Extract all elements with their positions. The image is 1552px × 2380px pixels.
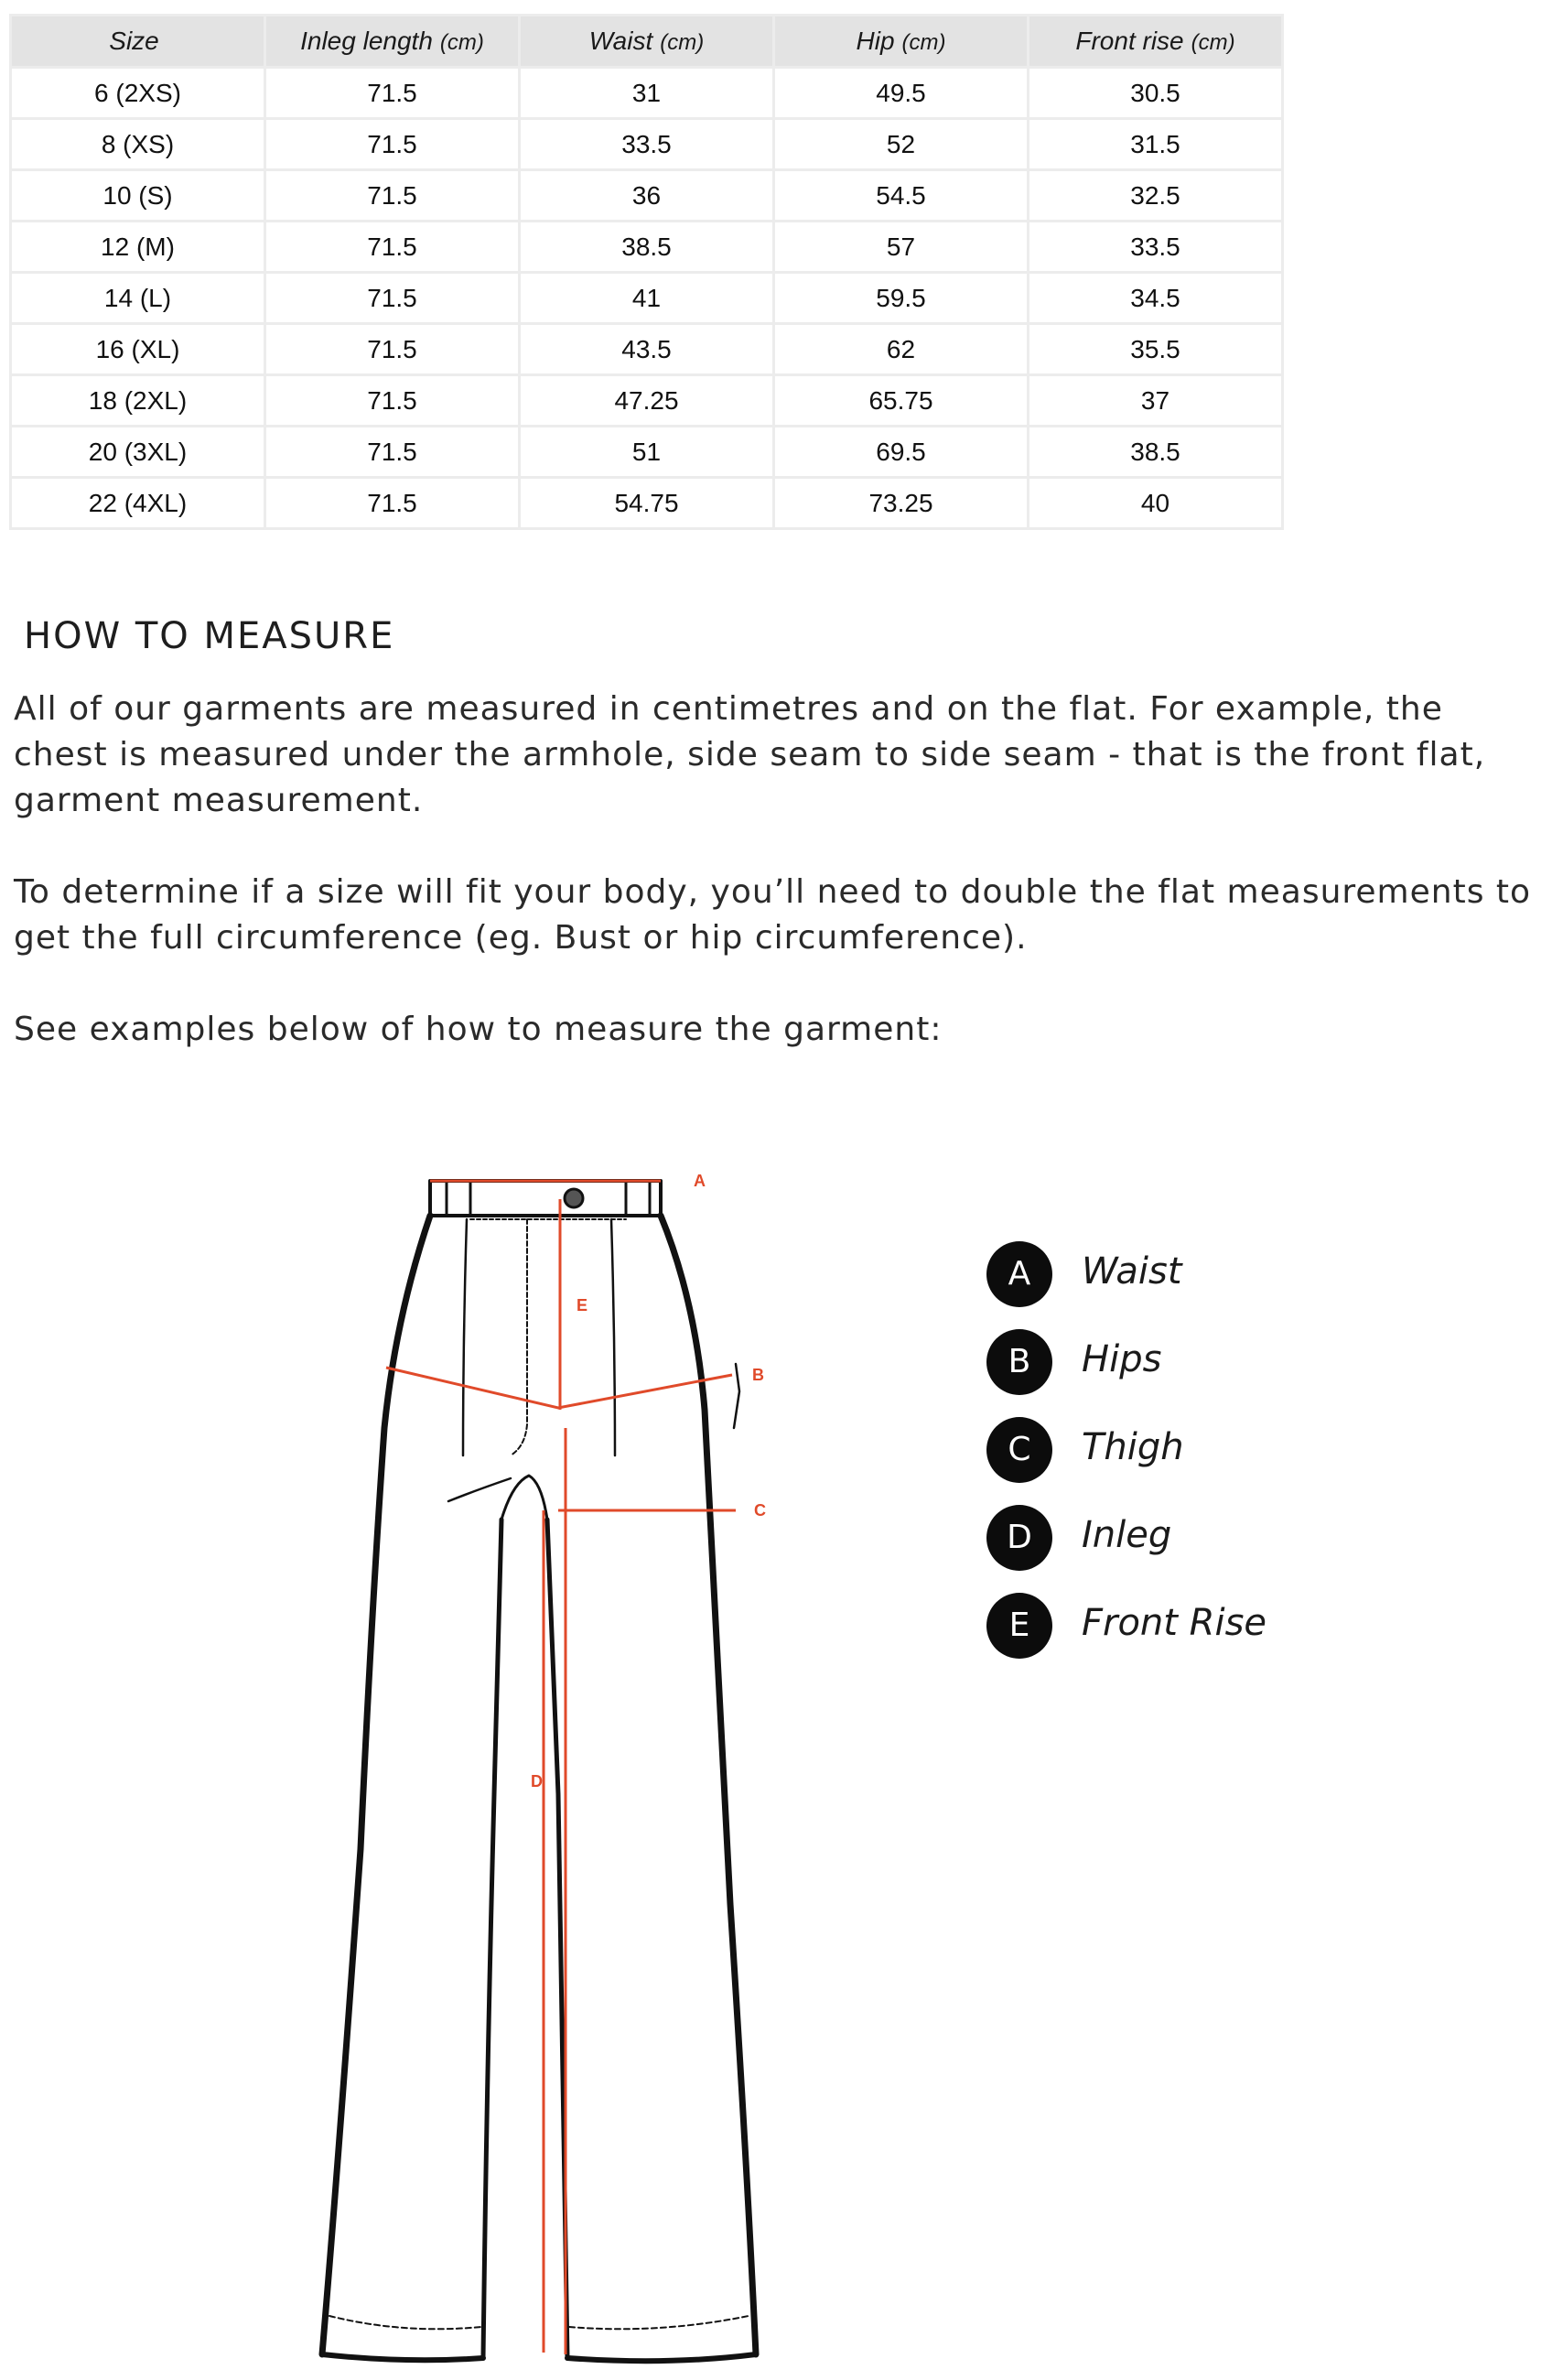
size-chart-table [9,14,1284,530]
table-cell: 69.5 [774,427,1029,478]
table-cell: 62 [774,324,1029,375]
legend-letter-badge: C [986,1417,1052,1483]
marker-label-b: B [752,1366,764,1384]
table-cell: 18 (2XL) [11,375,265,427]
table-cell: 47.25 [520,375,774,427]
marker-label-e: E [577,1296,588,1314]
how-to-measure-paragraph: All of our garments are measured in centimetres and on the flat. For example, the chest is measured under the armhole, side seam to side seam - that is the front flat, garment measurement. [14,690,1486,819]
column-header-front-rise: Front rise (cm) [1029,16,1283,68]
table-cell: 49.5 [774,68,1029,119]
table-cell: 73.25 [774,478,1029,529]
how-to-measure-paragraph: To determine if a size will fit your body, you’ll need to double the flat measurements to get the full circumference (eg. Bust or hip circumference). [14,873,1532,957]
table-cell: 71.5 [265,170,520,222]
how-to-measure-paragraph: See examples below of how to measure the garment: [14,1011,943,1048]
legend-label: Thigh [1082,1426,1184,1468]
table-cell: 6 (2XS) [11,68,265,119]
table-row [11,68,1283,119]
table-cell: 14 (L) [11,273,265,324]
marker-label-a: A [694,1172,706,1190]
legend-item-inleg [986,1505,1371,1571]
table-cell: 8 (XS) [11,119,265,170]
table-cell: 71.5 [265,119,520,170]
table-cell: 10 (S) [11,170,265,222]
table-cell: 32.5 [1029,170,1283,222]
button-icon [565,1189,583,1207]
table-cell: 43.5 [520,324,774,375]
table-cell: 71.5 [265,324,520,375]
table-row [11,375,1283,427]
table-cell: 52 [774,119,1029,170]
table-cell: 41 [520,273,774,324]
column-header-inleg: Inleg length (cm) [265,16,520,68]
table-cell: 12 (M) [11,222,265,273]
legend-item-front-rise [986,1593,1371,1659]
how-to-measure-title: HOW TO MEASURE [24,615,395,657]
table-cell: 40 [1029,478,1283,529]
legend-item-hips [986,1329,1371,1395]
marker-label-d: D [531,1772,543,1790]
table-cell: 30.5 [1029,68,1283,119]
table-cell: 65.75 [774,375,1029,427]
trousers-measurement-diagram [302,1153,814,2380]
table-row [11,170,1283,222]
size-chart-header-row [11,16,1283,68]
legend-letter-badge: D [986,1505,1052,1571]
table-cell: 33.5 [1029,222,1283,273]
legend-letter-badge: B [986,1329,1052,1395]
column-header-hip: Hip (cm) [774,16,1029,68]
table-row [11,119,1283,170]
legend-label: Hips [1082,1338,1162,1380]
legend-letter-badge: A [986,1241,1052,1307]
table-cell: 37 [1029,375,1283,427]
table-cell: 71.5 [265,375,520,427]
table-cell: 38.5 [520,222,774,273]
table-cell: 59.5 [774,273,1029,324]
table-row [11,222,1283,273]
table-cell: 36 [520,170,774,222]
legend-label: Inleg [1082,1514,1172,1556]
table-cell: 51 [520,427,774,478]
legend-letter-badge: E [986,1593,1052,1659]
table-cell: 35.5 [1029,324,1283,375]
legend-label: Waist [1082,1250,1182,1293]
table-cell: 20 (3XL) [11,427,265,478]
column-header-size: Size [11,16,265,68]
measurement-lines [386,1181,736,2354]
table-cell: 71.5 [265,68,520,119]
table-cell: 71.5 [265,222,520,273]
table-cell: 54.5 [774,170,1029,222]
table-cell: 38.5 [1029,427,1283,478]
table-cell: 22 (4XL) [11,478,265,529]
legend-item-thigh [986,1417,1371,1483]
table-cell: 57 [774,222,1029,273]
table-cell: 31 [520,68,774,119]
table-cell: 16 (XL) [11,324,265,375]
legend-label: Front Rise [1082,1602,1267,1644]
legend-item-waist [986,1241,1371,1307]
table-row [11,273,1283,324]
table-row [11,478,1283,529]
table-cell: 71.5 [265,427,520,478]
table-cell: 34.5 [1029,273,1283,324]
column-header-waist: Waist (cm) [520,16,774,68]
table-cell: 31.5 [1029,119,1283,170]
trousers-outline [322,1181,756,2361]
table-row [11,324,1283,375]
table-cell: 71.5 [265,273,520,324]
table-row [11,427,1283,478]
table-cell: 54.75 [520,478,774,529]
table-cell: 33.5 [520,119,774,170]
table-cell: 71.5 [265,478,520,529]
marker-label-c: C [754,1501,766,1520]
